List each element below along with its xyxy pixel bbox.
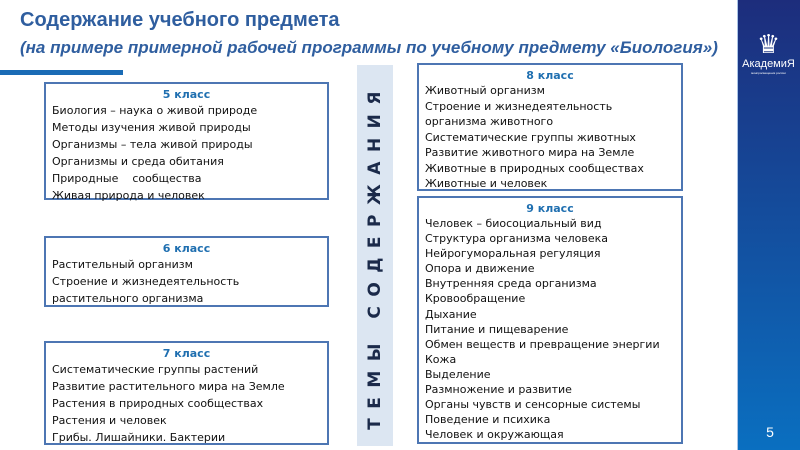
topic-item: Кровообращение: [425, 292, 526, 306]
topic-item: Методы изучения живой природы: [52, 121, 251, 134]
content-themes-band: [357, 65, 393, 446]
academy-logo: [737, 0, 800, 76]
topic-item: Развитие растительного мира на Земле: [52, 380, 285, 393]
topic-item: Живая природа и человек: [52, 189, 205, 202]
grade-5-box: [44, 82, 329, 200]
topic-item: Развитие животного мира на Земле: [425, 146, 635, 159]
topic-item: Животные в природных сообществах: [425, 161, 644, 175]
grade-8-box: [417, 63, 683, 191]
grade-title: 9 класс: [526, 202, 574, 215]
logo-name: АкадемиЯ: [742, 58, 795, 70]
topic-item: Животный организм: [425, 84, 545, 97]
page-number: 5: [766, 424, 774, 440]
grade-title: 5 класс: [162, 88, 211, 101]
grade-7-box: [44, 341, 329, 445]
slide-subtitle: (на примере примерной рабочей программы по учебному предмету «Биология»): [20, 38, 718, 57]
topic-item: Обмен веществ и превращение энергии: [425, 337, 660, 351]
topic-item: Строение и жизнедеятельность организма животного: [425, 99, 613, 128]
topic-item: Систематические группы животных: [425, 130, 636, 144]
topic-item: Структура организма человека: [425, 232, 608, 246]
topic-item: Нейрогуморальная регуляция: [425, 247, 601, 261]
topic-item: Растения в природных сообществах: [52, 397, 264, 410]
topic-item: Систематические группы растений: [52, 363, 259, 376]
topic-item: Поведение и психика: [425, 413, 551, 427]
grade-title: 6 класс: [162, 242, 211, 255]
slide-title: Содержание учебного предмета: [20, 9, 340, 31]
topic-item: Опора и движение: [425, 262, 535, 276]
topic-item: Животные и человек: [425, 177, 548, 190]
grade-title: 7 класс: [162, 347, 211, 360]
topic-item: Строение и жизнедеятельность растительного организма: [52, 275, 240, 305]
topic-item: Человек и окружающая: [425, 428, 564, 442]
logo-tagline: минпросвещения россии: [751, 71, 786, 75]
grade-6-box: [44, 236, 329, 307]
topic-item: Организмы – тела живой природы: [52, 138, 253, 151]
topic-item: Дыхание: [425, 307, 477, 321]
topic-item: Питание и пищеварение: [425, 322, 569, 336]
topic-item: Выделение: [425, 367, 491, 381]
topic-item: Кожа: [425, 352, 457, 366]
accent-bar: [0, 70, 123, 75]
topic-item: Внутренняя среда организма: [425, 277, 597, 291]
topic-item: Органы чувств и сенсорные системы: [425, 398, 641, 412]
topic-item: Растительный организм: [52, 258, 193, 271]
emblem-icon: ♛: [756, 29, 781, 59]
topic-item: Растения и человек: [52, 414, 167, 427]
topic-item: Природные сообщества: [52, 172, 202, 185]
topic-item: Организмы и среда обитания: [52, 155, 224, 168]
topic-item: Грибы. Лишайники. Бактерии: [52, 431, 226, 444]
topic-item: Биология – наука о живой природе: [52, 104, 258, 117]
topic-item: Человек – биосоциальный вид: [425, 217, 602, 230]
band-label: ТЕМЫ СОДЕРЖАНИЯ: [365, 81, 385, 430]
grade-title: 8 класс: [526, 69, 574, 82]
topic-item: Размножение и развитие: [425, 383, 572, 397]
grade-9-box: [417, 196, 683, 444]
